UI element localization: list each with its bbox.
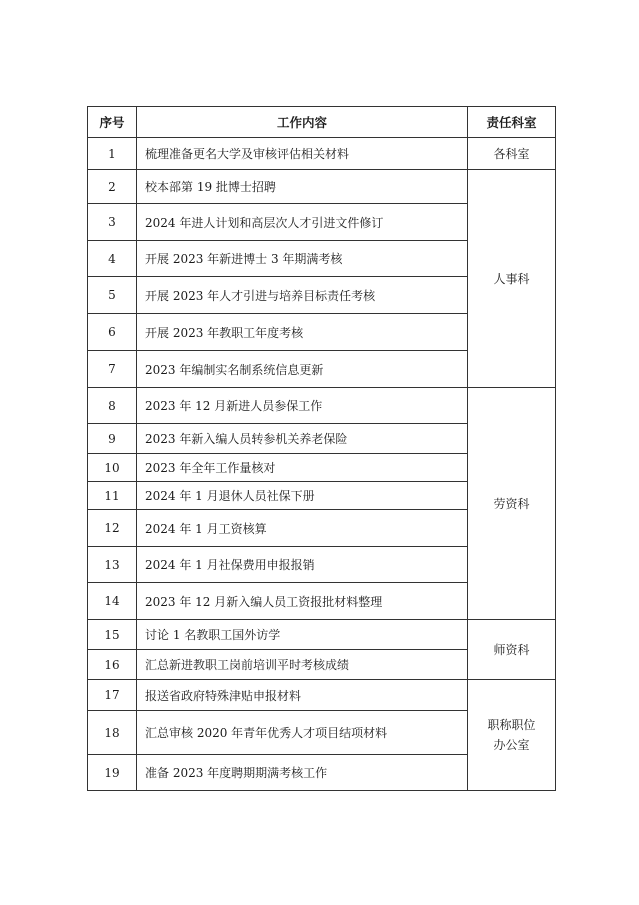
- header-work-content: 工作内容: [137, 107, 468, 138]
- table-row: [88, 388, 556, 424]
- dept-cell-labor-wages: 劳资科: [468, 388, 556, 620]
- dept-cell-all: 各科室: [468, 138, 556, 170]
- row-content: 2024 年 1 月退休人员社保下册: [137, 482, 468, 510]
- row-number: 18: [88, 711, 137, 755]
- row-number: 5: [88, 277, 137, 314]
- row-content: 校本部第 19 批博士招聘: [137, 170, 468, 204]
- row-content: 2023 年新入编人员转参机关养老保险: [137, 424, 468, 454]
- row-content: 2024 年 1 月工资核算: [137, 510, 468, 547]
- dept-cell-teacher-resources: 师资科: [468, 620, 556, 680]
- row-content: 2023 年 12 月新入编人员工资报批材料整理: [137, 583, 468, 620]
- row-number: 12: [88, 510, 137, 547]
- row-number: 11: [88, 482, 137, 510]
- row-number: 1: [88, 138, 137, 170]
- table-header-row: [88, 107, 556, 138]
- dept-cell-title-office: [468, 680, 556, 791]
- row-number: 10: [88, 454, 137, 482]
- row-number: 19: [88, 755, 137, 791]
- row-content: 开展 2023 年人才引进与培养目标责任考核: [137, 277, 468, 314]
- row-number: 13: [88, 547, 137, 583]
- table-row: [88, 680, 556, 711]
- table-row: [88, 170, 556, 204]
- row-number: 8: [88, 388, 137, 424]
- table-row: [88, 620, 556, 650]
- dept-title-office-line1: 职称职位: [487, 718, 536, 732]
- row-number: 14: [88, 583, 137, 620]
- header-serial-number: 序号: [88, 107, 137, 138]
- dept-cell-personnel: 人事科: [468, 170, 556, 388]
- work-plan-table: [87, 106, 556, 791]
- row-number: 15: [88, 620, 137, 650]
- row-number: 17: [88, 680, 137, 711]
- row-content: 2023 年编制实名制系统信息更新: [137, 351, 468, 388]
- row-number: 9: [88, 424, 137, 454]
- row-number: 16: [88, 650, 137, 680]
- row-content: 开展 2023 年新进博士 3 年期满考核: [137, 241, 468, 277]
- row-number: 3: [88, 204, 137, 241]
- row-content: 汇总新进教职工岗前培训平时考核成绩: [137, 650, 468, 680]
- row-content: 准备 2023 年度聘期期满考核工作: [137, 755, 468, 791]
- row-content: 梳理准备更名大学及审核评估相关材料: [137, 138, 468, 170]
- row-number: 4: [88, 241, 137, 277]
- row-content: 2024 年 1 月社保费用申报报销: [137, 547, 468, 583]
- row-content: 开展 2023 年教职工年度考核: [137, 314, 468, 351]
- row-number: 6: [88, 314, 137, 351]
- row-content: 2023 年 12 月新进人员参保工作: [137, 388, 468, 424]
- row-content: 2024 年进人计划和高层次人才引进文件修订: [137, 204, 468, 241]
- row-content: 报送省政府特殊津贴申报材料: [137, 680, 468, 711]
- row-content: 2023 年全年工作量核对: [137, 454, 468, 482]
- header-responsible-dept: 责任科室: [468, 107, 556, 138]
- table-row: [88, 138, 556, 170]
- row-content: 汇总审核 2020 年青年优秀人才项目结项材料: [137, 711, 468, 755]
- row-content: 讨论 1 名教职工国外访学: [137, 620, 468, 650]
- dept-title-office-line2: 办公室: [493, 738, 530, 752]
- row-number: 7: [88, 351, 137, 388]
- row-number: 2: [88, 170, 137, 204]
